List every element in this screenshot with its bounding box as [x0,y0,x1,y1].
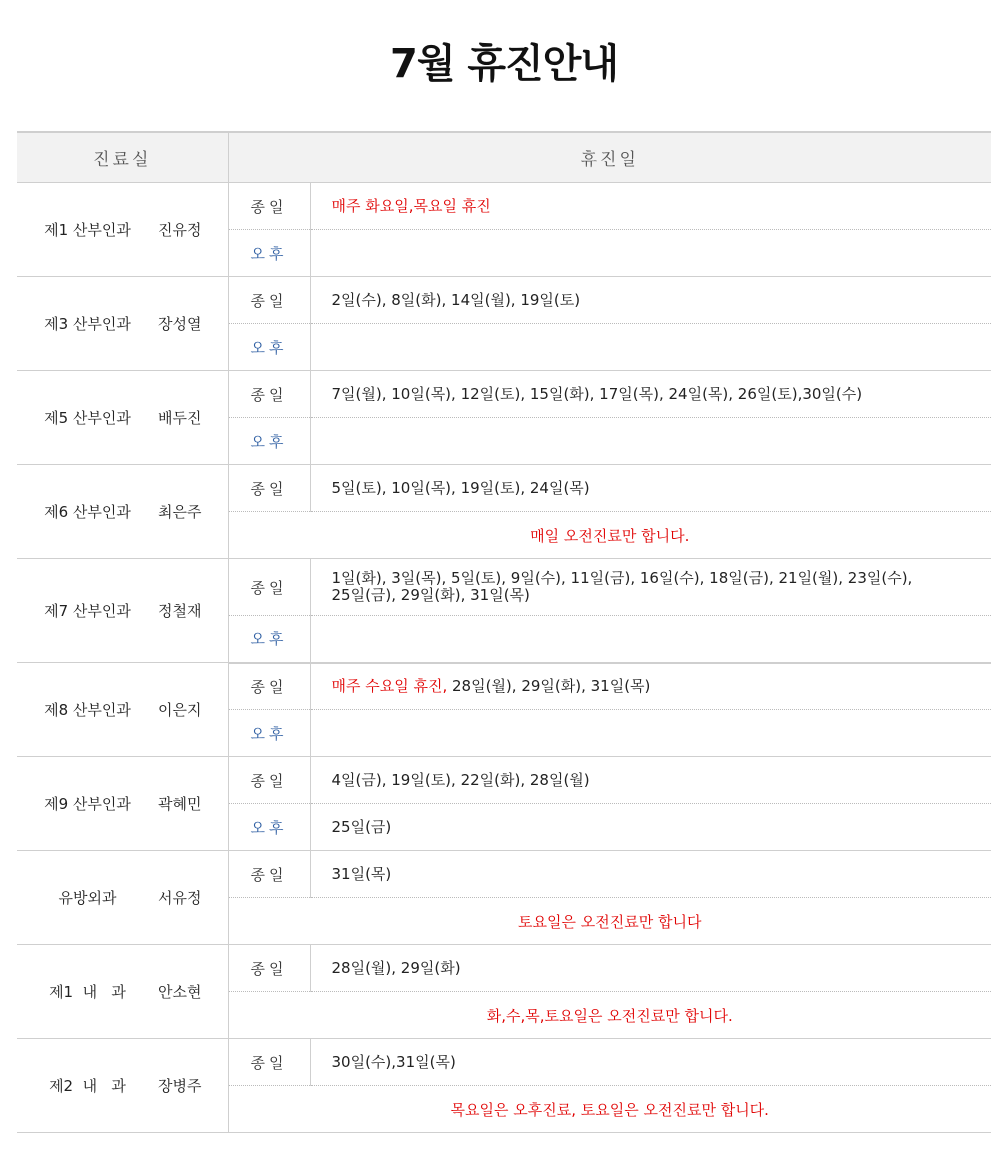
table-header-row [17,132,991,183]
doctor-name: 진유정 [158,221,202,239]
schedule-note: 토요일은 오전진료만 합니다 [228,898,991,945]
doctor-name: 배두진 [158,409,202,427]
full-day-label: 종일 [228,851,310,898]
full-day-dates-line-2: 25일(금), 29일(화), 31일(목) [331,586,530,604]
full-day-value [310,559,991,616]
afternoon-label: 오후 [228,616,310,663]
table-row [17,277,991,324]
full-day-label: 종일 [228,1039,310,1086]
schedule-note: 화,수,목,토요일은 오전진료만 합니다. [228,992,991,1039]
doctor-name: 최은주 [158,503,202,521]
full-day-value: 31일(목) [310,851,991,898]
table-row [17,371,991,418]
department-name: 제1 내 과 [49,983,126,1001]
full-day-label: 종일 [228,663,310,710]
doctor-name: 곽혜민 [158,795,202,813]
header-closed-days: 휴진일 [228,132,991,183]
full-day-label: 종일 [228,559,310,616]
department-name: 제3 산부인과 [44,315,131,333]
doctor-cell [17,757,228,851]
table-row [17,465,991,512]
table-row [17,663,991,710]
afternoon-value [310,324,991,371]
full-day-value: 2일(수), 8일(화), 14일(월), 19일(토) [310,277,991,324]
afternoon-value [310,418,991,465]
afternoon-label: 오후 [228,710,310,757]
doctor-cell [17,371,228,465]
table-row [17,851,991,898]
afternoon-value [310,616,991,663]
full-day-label: 종일 [228,465,310,512]
afternoon-label: 오후 [228,324,310,371]
full-day-dates-line-1: 1일(화), 3일(목), 5일(토), 9일(수), 11일(금), 16일(수), 18일(금), 21일(월), 23일(수), [331,569,913,587]
doctor-cell [17,945,228,1039]
doctor-name: 장성열 [158,315,202,333]
doctor-name: 정철재 [158,602,202,620]
full-day-dates: 28일(월), 29일(화), 31일(목) [447,676,651,695]
full-day-value: 5일(토), 10일(목), 19일(토), 24일(목) [310,465,991,512]
department-name: 제9 산부인과 [44,795,131,813]
doctor-name: 장병주 [158,1077,202,1095]
table-row [17,757,991,804]
department-name: 제7 산부인과 [44,602,131,620]
full-day-value: 4일(금), 19일(토), 22일(화), 28일(월) [310,757,991,804]
full-day-value [310,663,991,710]
department-name: 제6 산부인과 [44,503,131,521]
full-day-label: 종일 [228,757,310,804]
afternoon-value: 25일(금) [310,804,991,851]
afternoon-label: 오후 [228,804,310,851]
doctor-cell [17,559,228,663]
doctor-cell [17,465,228,559]
full-day-value: 30일(수),31일(목) [310,1039,991,1086]
doctor-cell [17,277,228,371]
table-row [17,945,991,992]
department-name: 유방외과 [58,889,117,907]
table-row [17,1039,991,1086]
schedule-note: 목요일은 오후진료, 토요일은 오전진료만 합니다. [228,1086,991,1133]
table-row [17,183,991,230]
department-name: 제1 산부인과 [44,221,131,239]
doctor-cell [17,663,228,757]
page-title: 7월 휴진안내 [390,41,618,87]
afternoon-value [310,710,991,757]
full-day-value [310,183,991,230]
closure-schedule-table [17,131,991,1133]
department-name: 제5 산부인과 [44,409,131,427]
doctor-name: 서유정 [158,889,202,907]
doctor-cell [17,851,228,945]
table-row [17,559,991,616]
full-day-value: 28일(월), 29일(화) [310,945,991,992]
doctor-name: 이은지 [158,701,202,719]
full-day-label: 종일 [228,371,310,418]
schedule-note: 매일 오전진료만 합니다. [228,512,991,559]
full-day-value: 7일(월), 10일(목), 12일(토), 15일(화), 17일(목), 24일(목), 26일(토),30일(수) [310,371,991,418]
full-day-label: 종일 [228,183,310,230]
doctor-cell [17,1039,228,1133]
afternoon-value [310,230,991,277]
department-name: 제8 산부인과 [44,701,131,719]
weekly-closure-text: 매주 화요일,목요일 휴진 [331,196,491,215]
header-department: 진료실 [17,132,228,183]
doctor-name: 안소현 [158,983,202,1001]
afternoon-label: 오후 [228,230,310,277]
doctor-cell [17,183,228,277]
weekly-closure-text: 매주 수요일 휴진, [331,676,448,695]
afternoon-label: 오후 [228,418,310,465]
full-day-label: 종일 [228,945,310,992]
department-name: 제2 내 과 [49,1077,126,1095]
full-day-label: 종일 [228,277,310,324]
